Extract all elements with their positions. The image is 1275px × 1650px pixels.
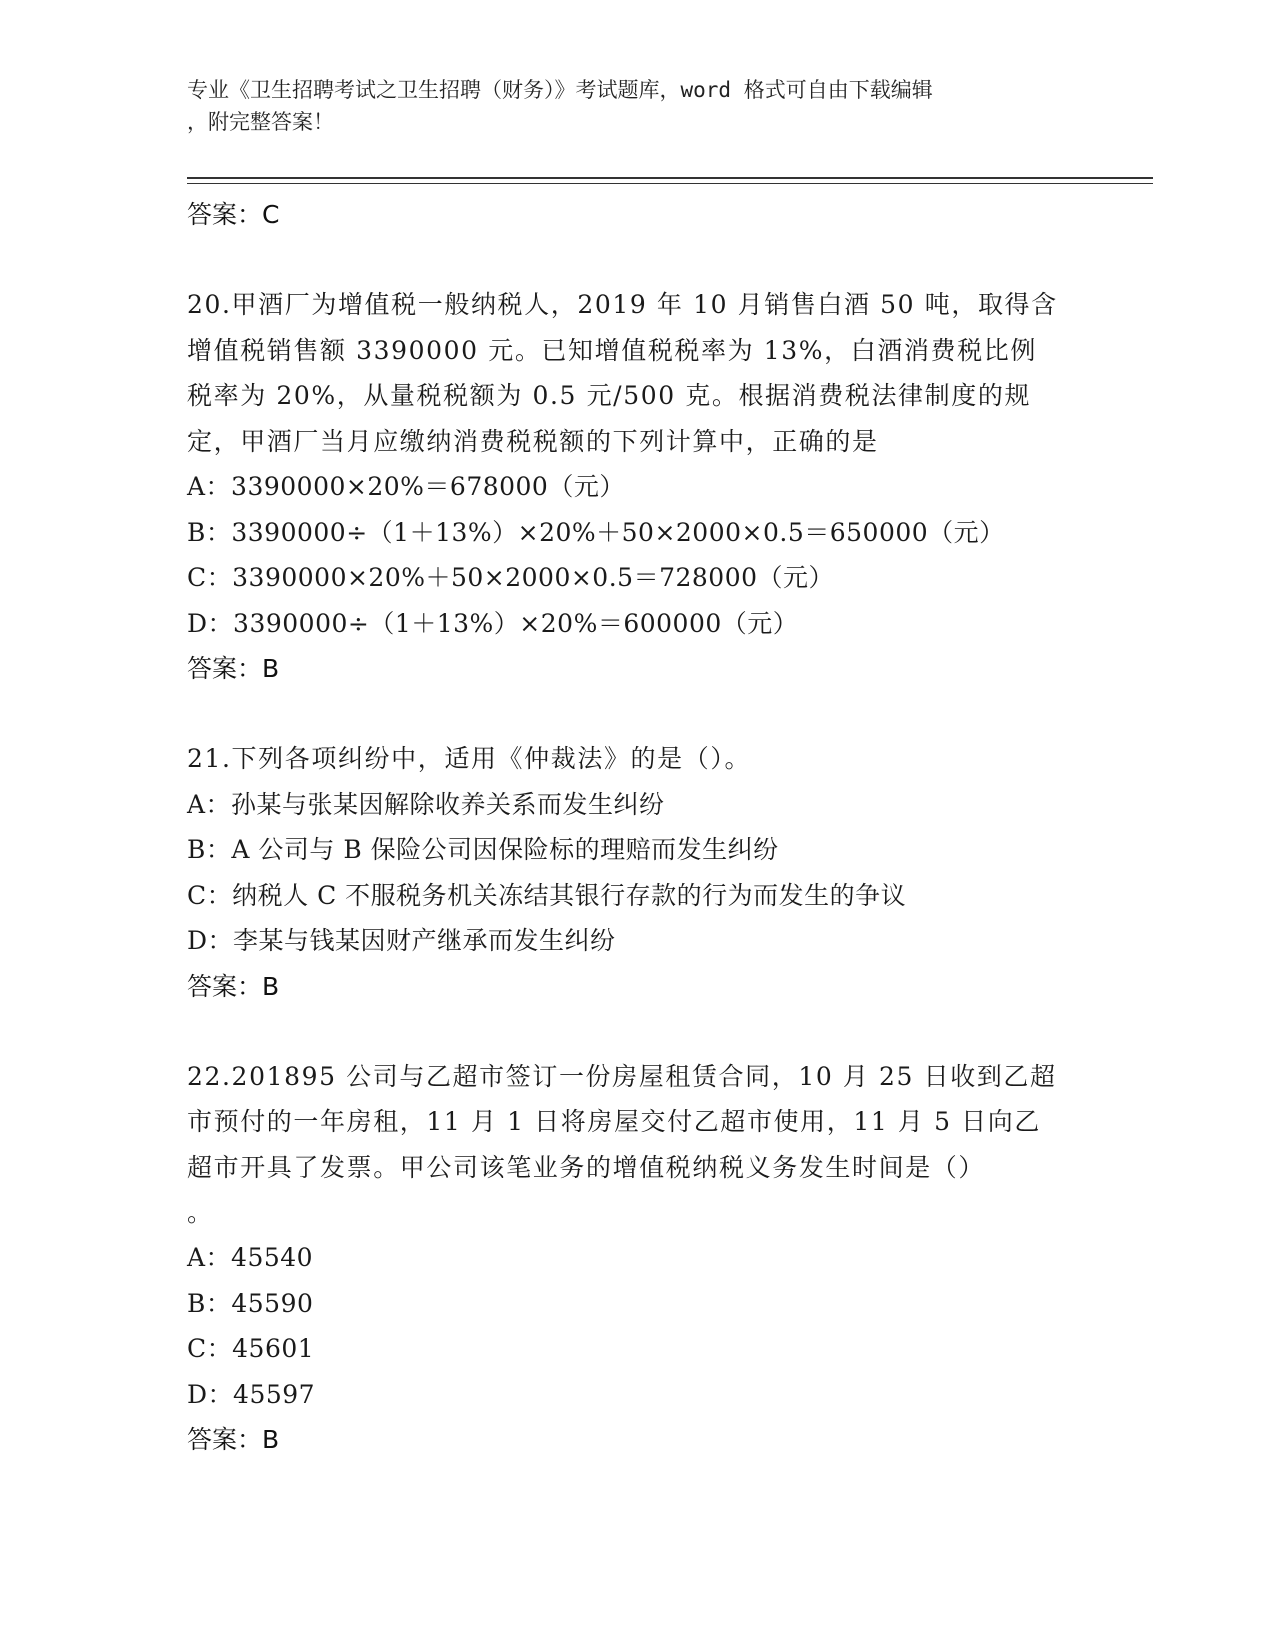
option-a: A：45540	[187, 1243, 314, 1272]
option-c: C：45601	[187, 1334, 315, 1363]
question-20	[187, 282, 1087, 692]
previous-answer: 答案：C	[187, 200, 280, 229]
question-stem	[187, 282, 1087, 464]
option-d: D：3390000÷（1＋13%）×20%＝600000（元）	[187, 608, 799, 638]
answer: 答案：B	[187, 654, 280, 683]
option-b: B：45590	[187, 1288, 314, 1318]
option-d: D：45597	[187, 1379, 316, 1409]
option-a: A：孙某与张某因解除收养关系而发生纠纷	[187, 789, 665, 819]
stem-line: 超市开具了发票。甲公司该笔业务的增值税纳税义务发生时间是（）	[187, 1152, 986, 1182]
header-rule-thin	[187, 183, 1153, 184]
stem-line: 市预付的一年房租，11 月 1 日将房屋交付乙超市使用，11 月 5 日向乙	[187, 1107, 1041, 1136]
stem-line: 20.甲酒厂为增值税一般纳税人，2019 年 10 月销售白酒 50 吨，取得含	[187, 290, 1058, 319]
question-21	[187, 736, 1087, 1010]
stem-line: 税率为 20%，从量税税额为 0.5 元/500 克。根据消费税法律制度的规	[187, 381, 1032, 410]
document-header	[187, 74, 1067, 138]
question-22	[187, 1054, 1087, 1464]
header-line-1: 专业《卫生招聘考试之卫生招聘（财务）》考试题库，word 格式可自由下载编辑	[187, 78, 933, 102]
question-stem	[187, 1054, 1087, 1236]
header-rule-thick	[187, 177, 1153, 179]
answer: 答案：B	[187, 1425, 280, 1454]
option-b: B：3390000÷（1＋13%）×20%＋50×2000×0.5＝650000（元）	[187, 517, 1005, 547]
answer: 答案：B	[187, 971, 280, 1001]
question-list	[187, 192, 1087, 1463]
stem-line: 21.下列各项纠纷中，适用《仲裁法》的是（）。	[187, 744, 752, 773]
option-b: B：A 公司与 B 保险公司因保险标的理赔而发生纠纷	[187, 835, 779, 864]
stem-line: 定，甲酒厂当月应缴纳消费税税额的下列计算中，正确的是	[187, 426, 879, 456]
option-a: A：3390000×20%＝678000（元）	[187, 472, 625, 501]
stem-line: 。	[187, 1198, 214, 1227]
stem-line: 增值税销售额 3390000 元。已知增值税税率为 13%，白酒消费税比例	[187, 335, 1037, 365]
header-line-2: ，附完整答案！	[187, 110, 334, 134]
option-c: C：3390000×20%＋50×2000×0.5＝728000（元）	[187, 563, 835, 592]
option-c: C：纳税人 C 不服税务机关冻结其银行存款的行为而发生的争议	[187, 880, 907, 910]
option-d: D：李某与钱某因财产继承而发生纠纷	[187, 926, 616, 955]
question-stem	[187, 736, 1087, 782]
stem-line: 22.201895 公司与乙超市签订一份房屋租赁合同，10 月 25 日收到乙超	[187, 1061, 1057, 1091]
